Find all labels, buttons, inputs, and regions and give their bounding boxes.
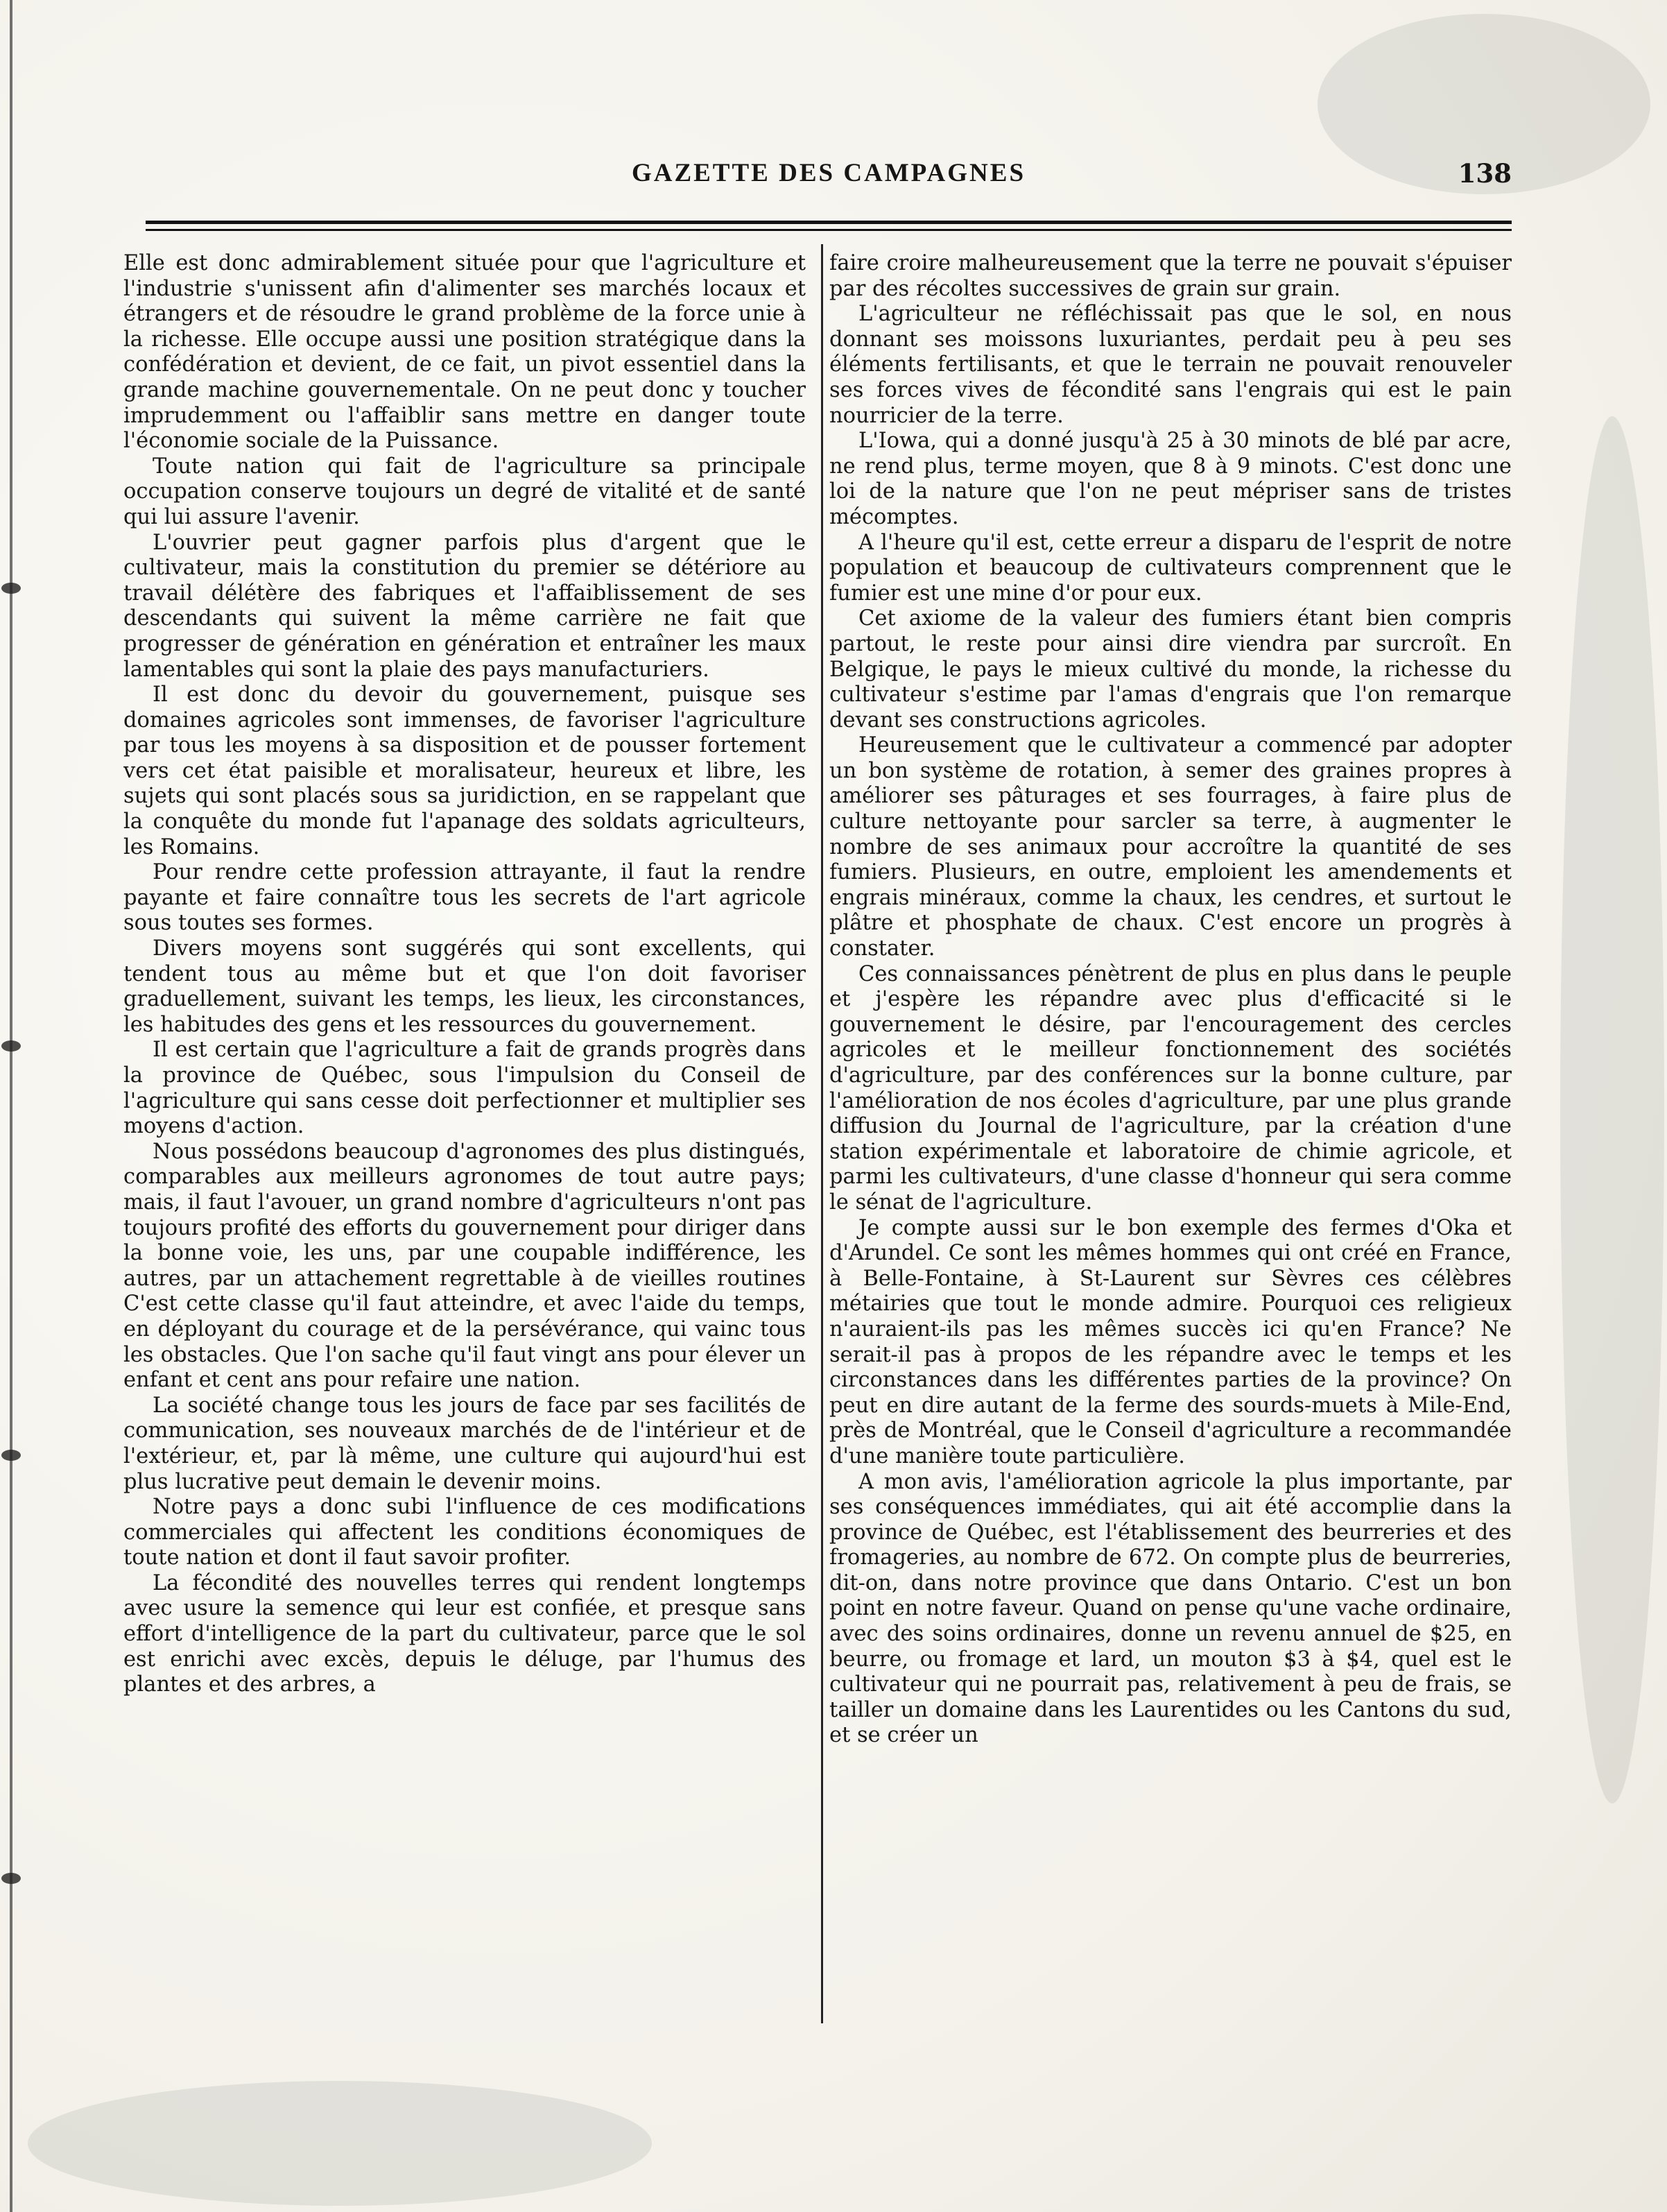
paragraph: Nous possédons beaucoup d'agronomes des plus distingués, comparables aux meilleurs agronomes de tout autre pays; mais, il faut l'avouer, un grand nombre d'agriculteurs n'ont pas toujours profité des efforts du gouvernement pour diriger dans la bonne voie, les uns, par une coupable indifférence, les autres, par un attachement regrettable à de vieilles routines C'est cette classe qu'il faut atteindre, et avec l'aide du temps, en déployant du courage et de la persévérance, qui vainc tous les obstacles. Que l'on sache qu'il faut vingt ans pour élever un enfant et cent ans pour refaire une nation. bbox=[123, 1139, 806, 1393]
paragraph: A l'heure qu'il est, cette erreur a disparu de l'esprit de notre population et beaucoup de cultivateurs comprennent que le fumier est une mine d'or pour eux. bbox=[829, 530, 1512, 606]
paragraph: Ces connaissances pénètrent de plus en plus dans le peuple et j'espère les répandre avec plus d'efficacité si le gouvernement le désire, par l'encouragement des cercles agricoles et le meilleur fonctionnement des sociétés d'agriculture, par des conférences sur la bonne culture, par l'amélioration de nos écoles d'agriculture, par une plus grande diffusion du Journal de l'agriculture, par la création d'une station expérimentale et laboratoire de chimie agricole, et parmi les cultivateurs, d'une classe d'honneur qui sera comme le sénat de l'agriculture. bbox=[829, 961, 1512, 1215]
paragraph: Je compte aussi sur le bon exemple des fermes d'Oka et d'Arundel. Ce sont les mêmes hommes qui ont créé en France, à Belle-Fontaine, à St-Laurent sur Sèvres ces célèbres métairies que tout le monde admire. Pourquoi ces religieux n'auraient-ils pas les mêmes succès ici qu'en France? Ne serait-il pas à propos de les répandre avec le temps et les circonstances dans les différentes parties de la province? On peut en dire autant de la ferme des sourds-muets à Mile-End, près de Montréal, que le Conseil d'agriculture a recommandée d'une manière toute particulière. bbox=[829, 1215, 1512, 1468]
paragraph: Il est certain que l'agriculture a fait de grands progrès dans la province de Québec, sous l'impulsion du Conseil de l'agriculture qui sans cesse doit perfectionner et multiplier ses moyens d'action. bbox=[123, 1038, 806, 1139]
paragraph: Cet axiome de la valeur des fumiers étant bien compris partout, le reste pour ainsi dire viendra par surcroît. En Belgique, le pays le mieux cultivé du monde, la richesse du cultivateur s'estime par l'amas d'engrais que l'on remarque devant ses constructions agricoles. bbox=[829, 606, 1512, 732]
paragraph: Elle est donc admirablement située pour que l'agriculture et l'industrie s'unissent afin d'alimenter ses marchés locaux et étrangers et de résoudre le grand problème de la force unie à la richesse. Elle occupe aussi une position stratégique dans la confédération et devient, de ce fait, un pivot essentiel dans la grande machine gouvernementale. On ne peut donc y toucher imprudemment ou l'affaiblir sans mettre en danger toute l'économie sociale de la Puissance. bbox=[123, 251, 806, 454]
paragraph: Notre pays a donc subi l'influence de ces modifications commerciales qui affectent les conditions économiques de toute nation et dont il faut savoir profiter. bbox=[123, 1495, 806, 1570]
binding-mark bbox=[1, 1040, 21, 1052]
paragraph: L'Iowa, qui a donné jusqu'à 25 à 30 minots de blé par acre, ne rend plus, terme moyen, que 8 à 9 minots. C'est donc une loi de la nature que l'on ne peut mépriser sans de tristes mécomptes. bbox=[829, 429, 1512, 529]
header-rule-thin bbox=[146, 229, 1512, 231]
binding-mark bbox=[1, 583, 21, 594]
scan-noise bbox=[1560, 416, 1664, 1803]
paragraph: L'agriculteur ne réfléchissait pas que le sol, en nous donnant ses moissons luxuriantes, perdait peu à peu ses éléments fertilisants, et que le terrain ne pouvait renouveler ses forces vives de fécondité sans l'engrais qui est le pain nourricier de la terre. bbox=[829, 302, 1512, 428]
paragraph: Divers moyens sont suggérés qui sont excellents, qui tendent tous au même but et que l'on doit favoriser graduellement, suivant les temps, les lieux, les circonstances, les habitudes des gens et les ressources du gouvernement. bbox=[123, 936, 806, 1037]
masthead bbox=[146, 158, 1512, 193]
paragraph: La fécondité des nouvelles terres qui rendent longtemps avec usure la semence qui leur est confiée, et presque sans effort d'intelligence de la part du cultivateur, parce que le sol est enrichi avec excès, depuis le déluge, par l'humus des plantes et des arbres, a bbox=[123, 1570, 806, 1697]
header-rule-thick bbox=[146, 221, 1512, 224]
paragraph: L'ouvrier peut gagner parfois plus d'argent que le cultivateur, mais la constitution du premier se détériore au travail délétère des fabriques et l'affaiblissement de ses descendants qui suivent la même carrière ne fait que progresser de génération en génération et entraîner les maux lamentables qui sont la plaie des pays manufacturiers. bbox=[123, 530, 806, 682]
scan-noise bbox=[28, 2081, 652, 2206]
paragraph: faire croire malheureusement que la terre ne pouvait s'épuiser par des récoltes successives de grain sur grain. bbox=[829, 251, 1512, 301]
binding-mark bbox=[1, 1450, 21, 1461]
paragraph: La société change tous les jours de face par ses facilités de communication, ses nouveaux marchés de de l'intérieur et de l'extérieur, et, par là même, une culture qui aujourd'hui est plus lucrative peut demain le devenir moins. bbox=[123, 1393, 806, 1494]
paragraph: Toute nation qui fait de l'agriculture sa principale occupation conserve toujours un degré de vitalité et de santé qui lui assure l'avenir. bbox=[123, 454, 806, 529]
left-column bbox=[123, 251, 806, 2013]
column-divider bbox=[821, 244, 823, 2023]
page-number: 138 bbox=[1458, 158, 1512, 189]
publication-title: GAZETTE DES CAMPAGNES bbox=[631, 159, 1026, 187]
paragraph: Pour rendre cette profession attrayante, il faut la rendre payante et faire connaître tous les secrets de l'art agricole sous toutes ses formes. bbox=[123, 860, 806, 936]
binding-mark bbox=[1, 1873, 21, 1884]
paragraph: A mon avis, l'amélioration agricole la plus importante, par ses conséquences immédiates, qui ait été accomplie dans la province de Québec, est l'établissement des beurreries et des fromageries, au nombre de 672. On compte plus de beurreries, dit-on, dans notre province que dans Ontario. C'est un bon point en notre faveur. Quand on pense qu'une vache ordinaire, avec des soins ordinaires, donne un revenu annuel de $25, en beurre, ou fromage et lard, un mouton $3 à $4, quel est le cultivateur qui ne pourrait pas, relativement à peu de frais, se tailler un domaine dans les Laurentides ou les Cantons du sud, et se créer un bbox=[829, 1469, 1512, 1748]
right-column bbox=[829, 251, 1512, 2013]
paragraph: Il est donc du devoir du gouvernement, puisque ses domaines agricoles sont immenses, de favoriser l'agriculture par tous les moyens à sa disposition et de pousser fortement vers cet état paisible et moralisateur, heureux et libre, les sujets qui sont placés sous sa juridiction, en se rappelant que la conquête du monde fut l'apanage des soldats agriculteurs, les Romains. bbox=[123, 683, 806, 859]
paragraph: Heureusement que le cultivateur a commencé par adopter un bon système de rotation, à semer des graines propres à améliorer ses pâturages et ses fourrages, à faire plus de culture nettoyante pour sarcler sa terre, à augmenter le nombre de ses animaux pour accroître la quantité de ses fumiers. Plusieurs, en outre, emploient les amendements et engrais minéraux, comme la chaux, les cendres, et surtout le plâtre et phosphate de chaux. C'est encore un progrès à constater. bbox=[829, 733, 1512, 961]
